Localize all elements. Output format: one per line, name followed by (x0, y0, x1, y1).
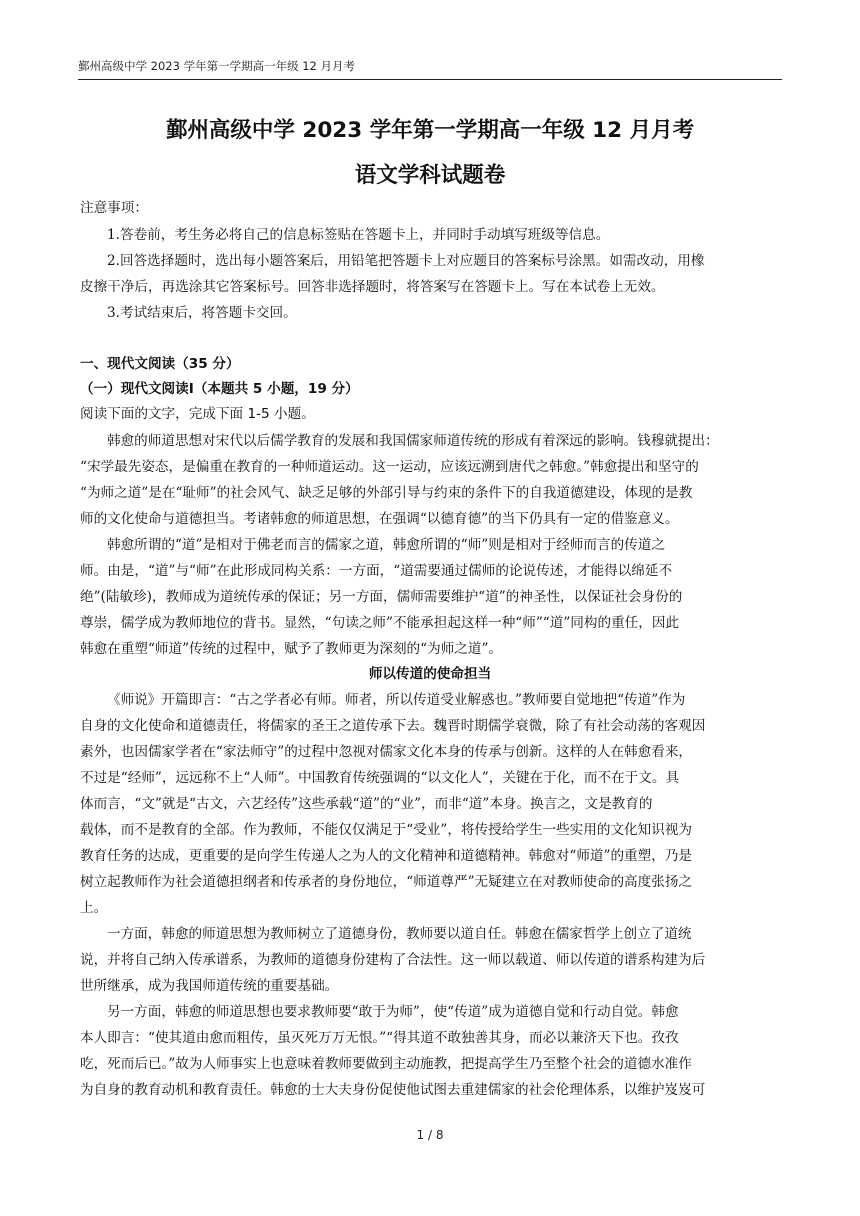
notice-item: 1.答卷前，考生务必将自己的信息标签贴在答题卡上，并同时手动填写班级等信息。 (107, 227, 610, 243)
passage-line: 吃，死而后已。”故为人师事实上也意味着教师要做到主动施教，把提高学生乃至整个社会的道德水准作 (80, 1056, 692, 1072)
passage-line: 为自身的教育动机和教育责任。韩愈的士大夫身份促使他试图去重建儒家的社会伦理体系，以维护岌岌可 (80, 1082, 706, 1098)
running-header: 鄞州高级中学 2023 学年第一学期高一年级 12 月月考 (78, 59, 356, 73)
passage-line: 素外，也因儒家学者在“家法师守”的过程中忽视对儒家文化本身的传承与创新。这样的人在韩愈看来， (80, 744, 693, 760)
header-divider (78, 79, 782, 80)
passage-line: 《师说》开篇即言：“古之学者必有师。师者，所以传道受业解惑也。”教师要自觉地把“传道”作为 (107, 692, 686, 708)
passage-line: “为师之道”是在“耻师”的社会风气、缺乏足够的外部引导与约束的条件下的自我道德建设，体现的是教 (80, 485, 693, 501)
passage-line: 说，并将自己纳入传承谱系，为教师的道德身份建构了合法性。这一师以载道、师以传道的谱系构建为后 (80, 952, 706, 968)
passage-line: 世所继承，成为我国师道传统的重要基础。 (80, 978, 339, 994)
section-heading: 一、现代文阅读（35 分） (80, 356, 240, 372)
notice-item: 3.考试结束后，将答题卡交回。 (107, 305, 297, 321)
passage-line: 师。由是，“道”与“师”在此形成同构关系：一方面，“道需要通过儒师的论说传述，才能得以绵延不 (80, 563, 673, 579)
passage-line: 自身的文化使命和道德责任，将儒家的圣王之道传承下去。魏晋时期儒学衰微，除了有社会动荡的客观因 (80, 718, 706, 734)
passage-line: 本人即言：“使其道由愈而粗传，虽灭死万万无恨。”“得其道不敢独善其身，而必以兼济天下也。孜孜 (80, 1030, 679, 1046)
passage-line: 另一方面，韩愈的师道思想也要求教师要“敢于为师”，使“传道”成为道德自觉和行动自觉。韩愈 (107, 1004, 679, 1020)
notice-item: 皮擦干净后，再选涂其它答案标号。回答非选择题时，将答案写在答题卡上。写在本试卷上无效。 (80, 279, 665, 295)
passage-line: 教育任务的达成，更重要的是向学生传递人之为人的文化精神和道德精神。韩愈对“师道”的重塑，乃是 (80, 848, 693, 864)
passage-line: 树立起教师作为社会道德担纲者和传承者的身份地位，“师道尊严”无疑建立在对教师使命的高度张扬之 (80, 874, 693, 890)
exam-title: 鄞州高级中学 2023 学年第一学期高一年级 12 月月考 (165, 118, 695, 143)
passage-line: 韩愈的师道思想对宋代以后儒学教育的发展和我国儒家师道传统的形成有着深远的影响。钱穆就提出： (107, 433, 719, 449)
passage-line: “宋学最先姿态，是偏重在教育的一种师道运动。这一运动，应该远溯到唐代之韩愈。”韩愈提出和坚守的 (80, 459, 699, 475)
passage-line: 一方面，韩愈的师道思想为教师树立了道德身份，教师要以道自任。韩愈在儒家哲学上创立了道统 (107, 926, 692, 942)
page-number: 1 / 8 (416, 1128, 444, 1142)
passage-line: 韩愈所谓的“道”是相对于佛老而言的儒家之道，韩愈所谓的“师”则是相对于经师而言的传道之 (107, 537, 665, 553)
passage-line: 体而言，“文”就是“古文，六艺经传”这些承载“道”的“业”，而非“道”本身。换言之，文是教育的 (80, 796, 653, 812)
passage-line: 不过是“经师”，远远称不上“人师”。中国教育传统强调的“以文化人”，关键在于化，而不在于文。具 (80, 770, 680, 786)
passage-subtitle: 师以传道的使命担当 (368, 666, 492, 682)
reading-instruction: 阅读下面的文字，完成下面 1-5 小题。 (80, 406, 315, 422)
notice-item: 2.回答选择题时，选出每小题答案后，用铅笔把答题卡上对应题目的答案标号涂黑。如需改动，用橡 (107, 253, 705, 269)
passage-line: 师的文化使命与道德担当。考诸韩愈的师道思想，在强调“以德育德”的当下仍具有一定的借鉴意义。 (80, 511, 679, 527)
exam-subtitle: 语文学科试题卷 (354, 163, 506, 188)
passage-line: 尊崇，儒学成为教师地位的背书。显然，“句读之师”不能承担起这样一种“师”“道”同构的重任，因此 (80, 615, 680, 631)
section-subheading: （一）现代文阅读Ⅰ（本题共 5 小题，19 分） (80, 381, 359, 397)
passage-line: 上。 (80, 900, 108, 916)
passage-line: 载体，而不是教育的全部。作为教师，不能仅仅满足于“受业”，将传授给学生一些实用的文化知识视为 (80, 822, 693, 838)
passage-line: 韩愈在重塑“师道”传统的过程中，赋予了教师更为深刻的“为师之道”。 (80, 641, 503, 657)
passage-line: 绝”(陆敏珍)，教师成为道统传承的保证；另一方面，儒师需要维护“道”的神圣性，以保证社会身份的 (80, 589, 683, 605)
notice-label: 注意事项： (80, 200, 148, 216)
